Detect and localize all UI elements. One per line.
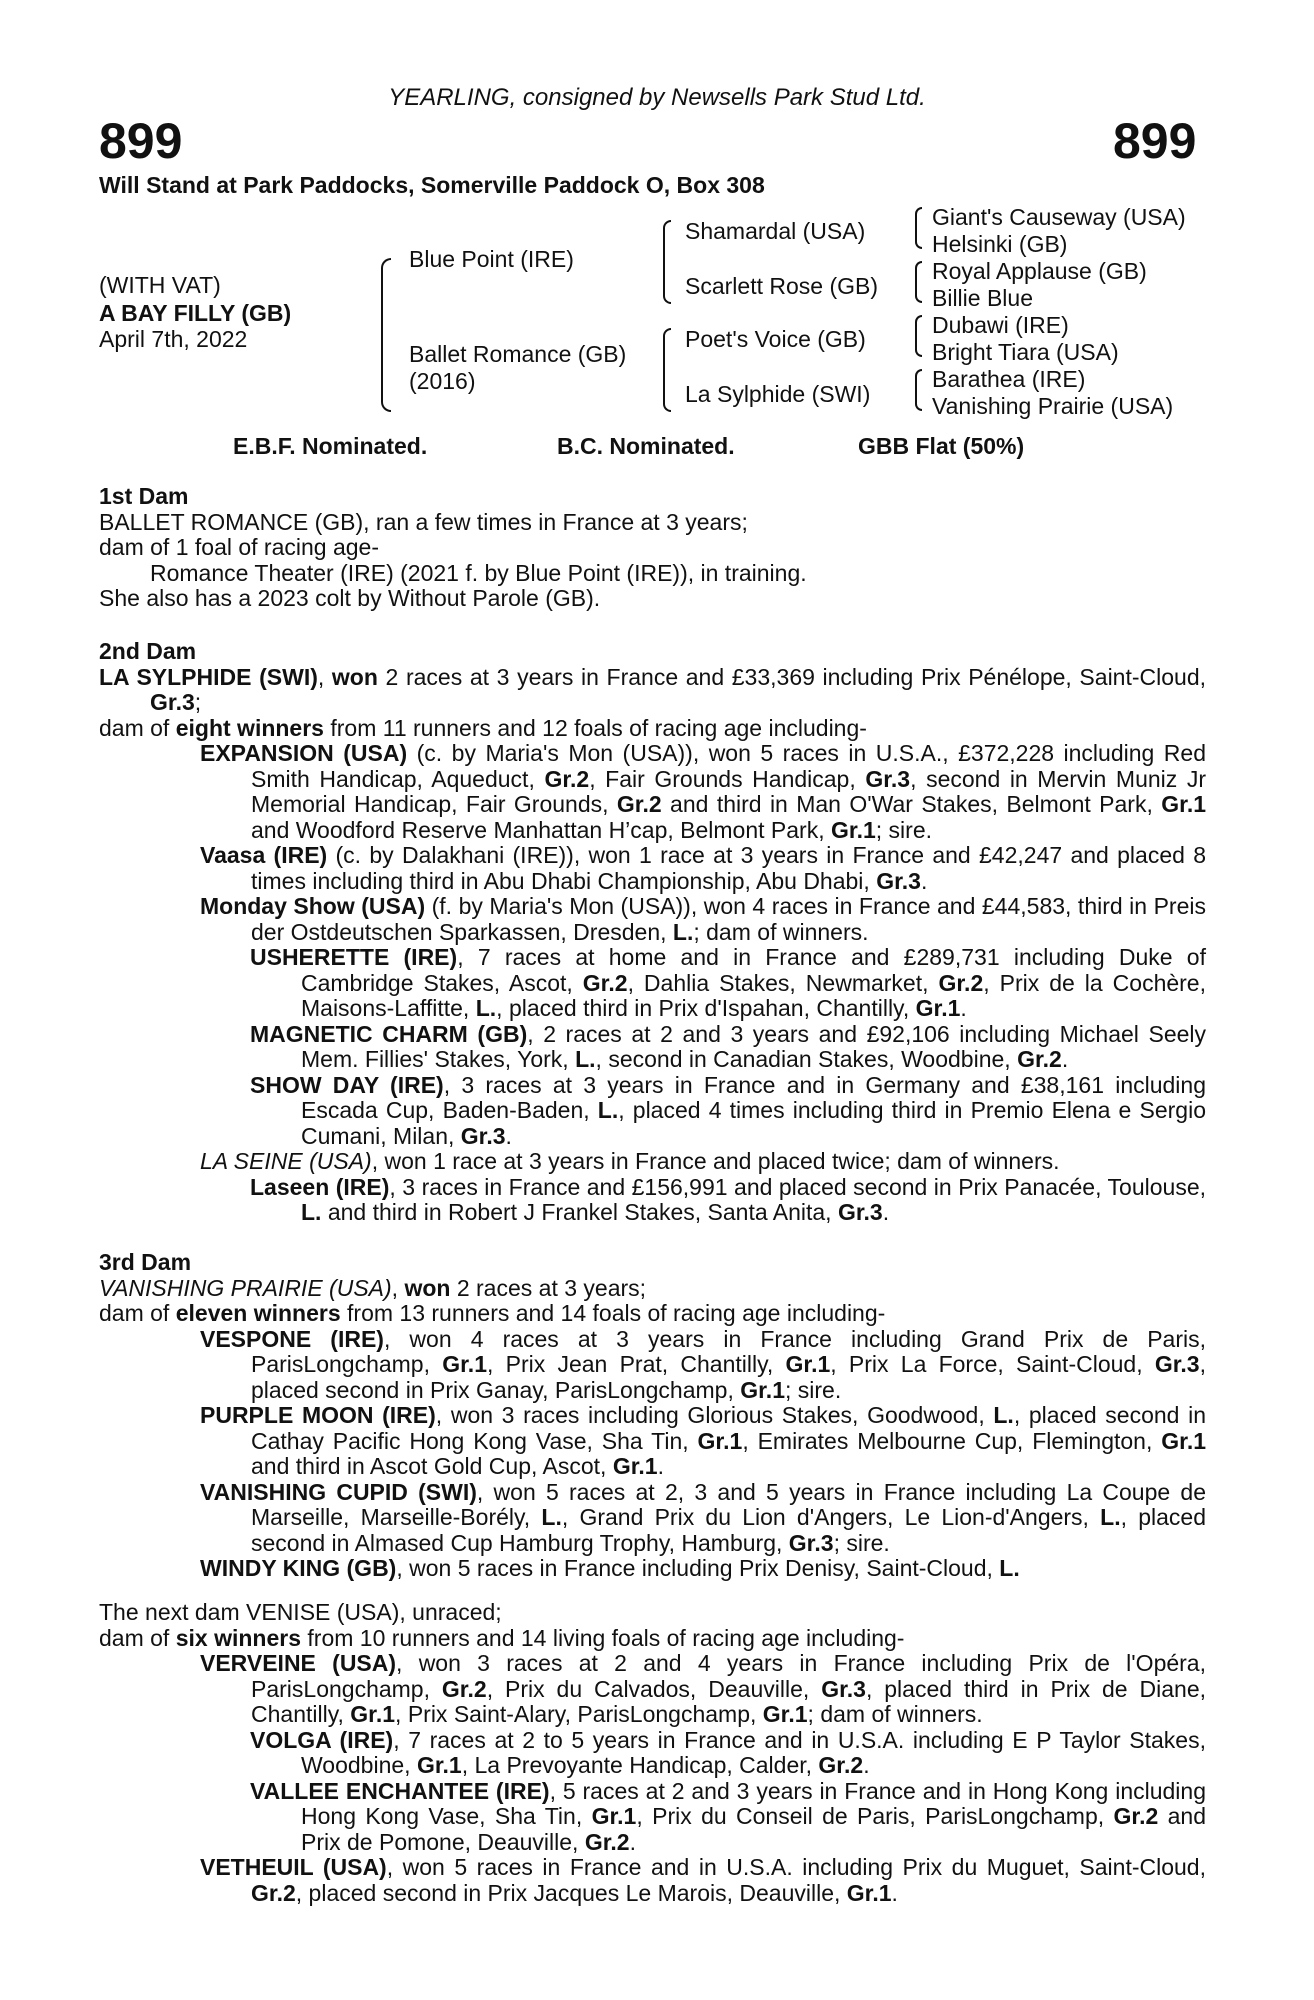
third-dam-name: VANISHING PRAIRIE (USA) <box>99 1274 392 1301</box>
grand-produce-usherette: USHERETTE (IRE), 7 races at home and in France and £289,731 including Duke of Cambridge Stakes, Ascot, Gr.2, Dahlia Stakes, Newmarket, Gr.2, Prix de la Cochère, Maisons-Laffitte, L., placed third in Prix d'Ispahan, Chantilly, Gr.1. <box>250 944 1206 1021</box>
pedigree-brace-main <box>381 258 391 412</box>
produce-monday-show: Monday Show (USA) (f. by Maria's Mon (USA)), won 4 races in France and £44,583, third in Preis der Ostdeutschen Sparkassen, Dresden, L.; dam of winners. <box>200 893 1206 945</box>
pedigree-brace-g3 <box>915 315 922 357</box>
sire-sire: Shamardal (USA) <box>685 218 866 244</box>
dam-year: (2016) <box>409 368 476 394</box>
second-dam-record: 2 races at 3 years in France and £33,369 including Prix Pénélope, Saint-Cloud, <box>377 663 1207 690</box>
first-dam-colt: She also has a 2023 colt by Without Parole (GB). <box>99 585 601 611</box>
dam-dam: La Sylphide (SWI) <box>685 381 871 407</box>
next-dam-section <box>99 1600 1206 1906</box>
grand-produce-magnetic-charm: MAGNETIC CHARM (GB), 2 races at 2 and 3 years and £92,106 including Michael Seely Mem. Fillies' Stakes, York, L., second in Canadian Stakes, Woodbine, Gr.2. <box>250 1020 1207 1072</box>
first-dam-line: BALLET ROMANCE (GB), ran a few times in France at 3 years; <box>99 508 748 535</box>
lot-title: A BAY FILLY (GB) <box>99 300 292 326</box>
first-dam-produce: dam of 1 foal of racing age- <box>99 534 379 560</box>
grand-produce-laseen: Laseen (IRE), 3 races in France and £156,991 and placed second in Prix Panacée, Toulouse, L. and third in Robert J Frankel Stakes, Santa Anita, Gr.3. <box>250 1173 1206 1225</box>
next-dam-produce: dam of six winners from 10 runners and 14 living foals of racing age including- <box>99 1624 905 1651</box>
gbb-flat: GBB Flat (50%) <box>858 433 1025 459</box>
second-dam-name: LA SYLPHIDE (SWI) <box>99 663 318 690</box>
second-dam-produce: dam of eight winners from 11 runners and 12 foals of racing age including- <box>99 714 867 741</box>
produce-purple-moon: PURPLE MOON (IRE), won 3 races including Glorious Stakes, Goodwood, L., placed second in Cathay Pacific Hong Kong Vase, Sha Tin, Gr.1, Emirates Melbourne Cup, Flemington, Gr.1 and third in Ascot Gold Cup, Ascot, Gr.1. <box>200 1402 1207 1479</box>
third-dam-entry: VANISHING PRAIRIE (USA), won 2 races at 3 years; <box>99 1274 647 1301</box>
lot-number-right: 899 <box>1113 113 1197 169</box>
ebf-nomination: E.B.F. Nominated. <box>233 433 428 459</box>
grandsire-4: Barathea (IRE) <box>932 366 1086 392</box>
pedigree-brace-g1 <box>915 207 922 249</box>
grandsire-1: Giant's Causeway (USA) <box>932 204 1186 230</box>
won-label: won <box>331 663 378 690</box>
granddam-4: Vanishing Prairie (USA) <box>932 393 1174 419</box>
grand-produce-show-day: SHOW DAY (IRE), 3 races at 3 years in France and in Germany and £38,161 including Escada Cup, Baden-Baden, L., placed 4 times including third in Premio Elena e Sergio Cumani, Milan, Gr.3. <box>250 1071 1207 1149</box>
second-dam-heading: 2nd Dam <box>99 638 197 664</box>
grand-produce-volga: VOLGA (IRE), 7 races at 2 to 5 years in France and in U.S.A. including E P Taylor Stakes, Woodbine, Gr.1, La Prevoyante Handicap, Calder, Gr.2. <box>250 1726 1206 1778</box>
granddam-1: Helsinki (GB) <box>932 231 1068 257</box>
second-dam-entry: LA SYLPHIDE (SWI), won 2 races at 3 years in France and £33,369 including Prix Pénélope, Saint-Cloud, Gr.3; <box>99 663 1207 715</box>
produce-expansion: EXPANSION (USA) (c. by Maria's Mon (USA)), won 5 races in U.S.A., £372,228 including Red Smith Handicap, Aqueduct, Gr.2, Fair Grounds Handicap, Gr.3, second in Mervin Muniz Jr Memorial Handicap, Fair Grounds, Gr.2 and third in Man O'War Stakes, Belmont Park, Gr.1 and Woodford Reserve Manhattan H’cap, Belmont Park, Gr.1; sire. <box>200 740 1207 843</box>
grand-produce-vallee-enchantee: VALLEE ENCHANTEE (IRE), 5 races at 2 and 3 years in France and in Hong Kong including Hong Kong Vase, Sha Tin, Gr.1, Prix du Conseil de Paris, ParisLongchamp, Gr.2 and Prix de Pomone, Deauville, Gr.2. <box>250 1777 1206 1855</box>
vat-note: (WITH VAT) <box>99 272 221 298</box>
dam-sire: Poet's Voice (GB) <box>685 326 866 352</box>
foaling-date: April 7th, 2022 <box>99 326 248 352</box>
produce-vaasa: Vaasa (IRE) (c. by Dalakhani (IRE)), won 1 race at 3 years in France and £42,247 and placed 8 times including third in Abu Dhabi Championship, Abu Dhabi, Gr.3. <box>200 842 1206 894</box>
third-dam-section <box>99 1250 1206 1582</box>
produce-vetheuil: VETHEUIL (USA), won 5 races in France and in U.S.A. including Prix du Muguet, Saint-Cloud, Gr.2, placed second in Prix Jacques Le Marois, Deauville, Gr.1. <box>200 1854 1206 1906</box>
consignor-line: YEARLING, consigned by Newsells Park Stud Ltd. <box>388 84 926 111</box>
produce-vespone: VESPONE (IRE), won 4 races at 3 years in France including Grand Prix de Paris, ParisLongchamp, Gr.1, Prix Jean Prat, Chantilly, Gr.1, Prix La Force, Saint-Cloud, Gr.3, placed second in Prix Ganay, ParisLongchamp, Gr.1; sire. <box>200 1325 1206 1403</box>
pedigree-brace-g4 <box>915 369 922 411</box>
first-dam-foal: Romance Theater (IRE) (2021 f. by Blue Point (IRE)), in training. <box>150 559 807 586</box>
stand-location: Will Stand at Park Paddocks, Somerville Paddock O, Box 308 <box>99 172 765 198</box>
pedigree-brace-g2 <box>915 261 922 303</box>
granddam-2: Billie Blue <box>932 285 1033 311</box>
next-dam-line: The next dam VENISE (USA), unraced; <box>99 1599 502 1625</box>
third-dam-heading: 3rd Dam <box>99 1249 192 1275</box>
pedigree-brace-dam <box>663 328 671 412</box>
dam: Ballet Romance (GB) <box>409 341 627 367</box>
sire: Blue Point (IRE) <box>409 246 574 272</box>
second-dam-section <box>99 639 1206 1226</box>
bc-nomination: B.C. Nominated. <box>557 433 735 459</box>
sire-dam: Scarlett Rose (GB) <box>685 273 878 299</box>
first-dam-heading: 1st Dam <box>99 483 189 509</box>
grade-label: Gr.3 <box>150 689 195 715</box>
produce-vanishing-cupid: VANISHING CUPID (SWI), won 5 races at 2, 3 and 5 years in France including La Coupe de Marseille, Marseille-Borély, L., Grand Prix du Lion d'Angers, Le Lion-d'Angers, L., placed second in Almased Cup Hamburg Trophy, Hamburg, Gr.3; sire. <box>200 1478 1207 1556</box>
lot-number-left: 899 <box>99 113 183 169</box>
first-dam-section <box>99 484 1206 612</box>
produce-la-seine: LA SEINE (USA), won 1 race at 3 years in France and placed twice; dam of winners. <box>200 1148 1060 1174</box>
third-dam-produce: dam of eleven winners from 13 runners and 14 foals of racing age including- <box>99 1300 886 1326</box>
pedigree-brace-sire <box>663 220 671 304</box>
grandsire-2: Royal Applause (GB) <box>932 258 1147 284</box>
grandsire-3: Dubawi (IRE) <box>932 312 1069 338</box>
produce-verveine: VERVEINE (USA), won 3 races at 2 and 4 years in France including Prix de l'Opéra, ParisLongchamp, Gr.2, Prix du Calvados, Deauville, Gr.3, placed third in Prix de Diane, Chantilly, Gr.1, Prix Saint-Alary, ParisLongchamp, Gr.1; dam of winners. <box>200 1650 1206 1727</box>
granddam-3: Bright Tiara (USA) <box>932 339 1119 365</box>
produce-windy-king: WINDY KING (GB), won 5 races in France including Prix Denisy, Saint-Cloud, L. <box>200 1555 1020 1581</box>
